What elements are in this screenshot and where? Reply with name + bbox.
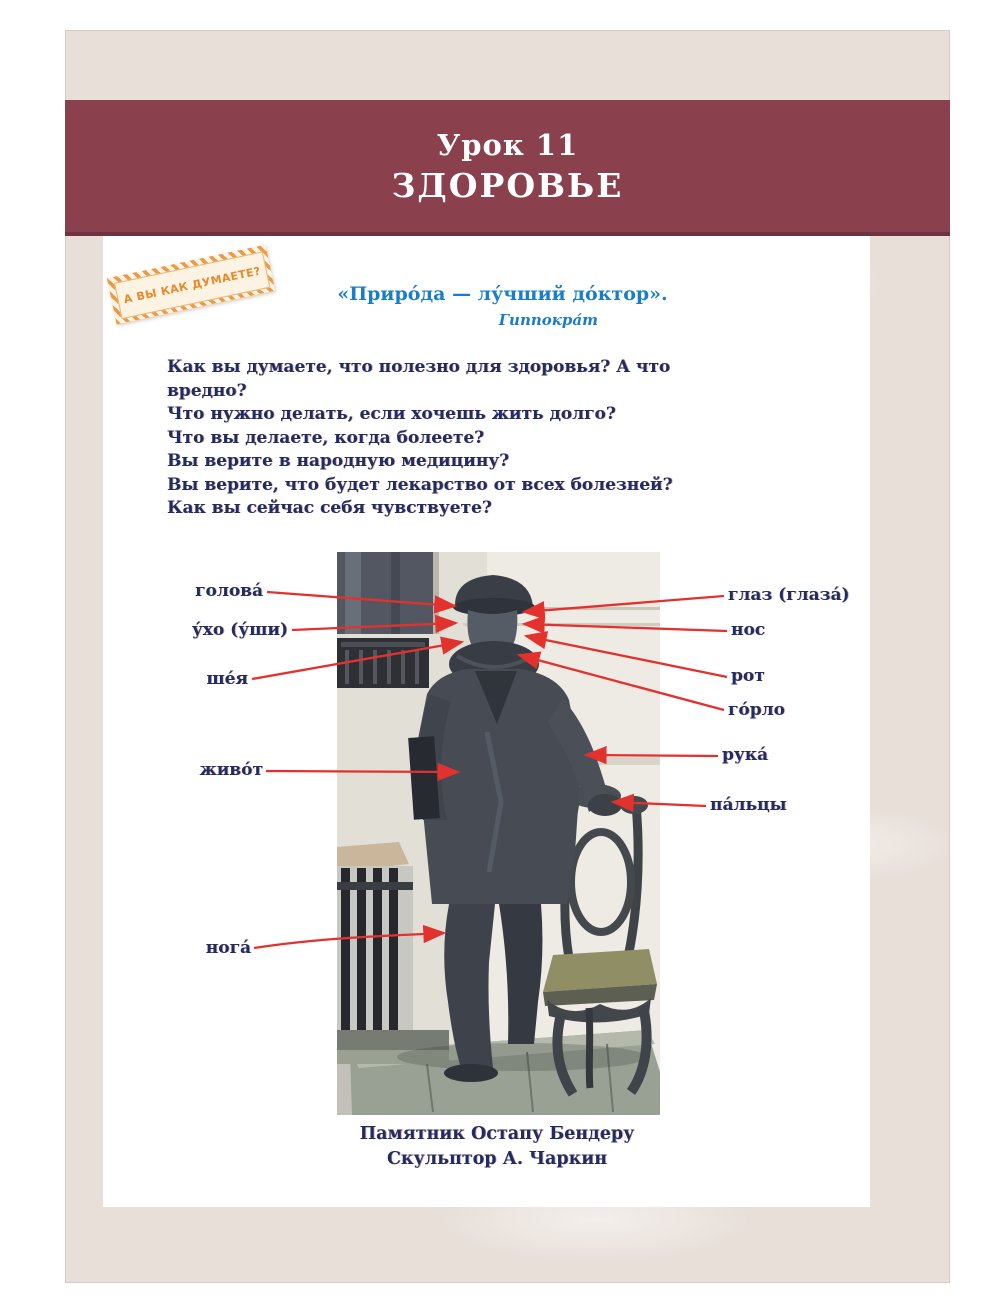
lesson-title: ЗДОРОВЬЕ — [391, 166, 624, 205]
label-nos: нос — [731, 620, 766, 640]
lesson-banner — [65, 100, 950, 236]
epigraph-author: Гиппокра́т — [498, 311, 598, 329]
window-grille — [337, 638, 429, 688]
label-ruka: рука́ — [722, 745, 769, 765]
question-line: Вы верите в народную медицину? — [167, 451, 510, 471]
label-ukho: у́хо (у́ши) — [191, 620, 288, 640]
epigraph — [330, 283, 675, 329]
rubric-stamp-label: А ВЫ КАК ДУМАЕТЕ? — [122, 264, 262, 307]
label-sheya: ше́я — [206, 669, 248, 689]
lesson-number: Урок 11 — [436, 128, 579, 162]
epigraph-text: «Приро́да — лу́чший до́ктор». — [337, 283, 668, 305]
label-rot: рот — [731, 666, 765, 686]
label-noga: нога́ — [205, 938, 251, 958]
caption-sculptor: Скульптор А. Чаркин — [386, 1149, 608, 1169]
label-paltsy: па́льцы — [710, 795, 787, 815]
statue-photo — [337, 552, 660, 1115]
discussion-questions — [167, 356, 727, 521]
label-zhivot: живо́т — [199, 760, 263, 780]
window — [337, 552, 439, 634]
label-glaz: глаз (глаза́) — [728, 585, 850, 605]
photo-caption — [287, 1122, 707, 1172]
question-line: Вы верите, что будет лекарство от всех болезней? — [167, 474, 673, 495]
question-line: Что вы делаете, когда болеете? — [167, 427, 485, 448]
question-line: Как вы думаете, что полезно для здоровья? А что вредно? — [167, 357, 671, 401]
question-line: Что нужно делать, если хочешь жить долго? — [167, 404, 616, 424]
label-golova: голова́ — [195, 581, 263, 601]
caption-monument: Памятник Остапу Бендеру — [359, 1124, 635, 1144]
street-fence — [337, 866, 413, 1046]
pedestal — [337, 1030, 660, 1115]
question-line: Как вы сейчас себя чувствуете? — [167, 498, 492, 518]
label-gorlo: го́рло — [728, 700, 785, 720]
